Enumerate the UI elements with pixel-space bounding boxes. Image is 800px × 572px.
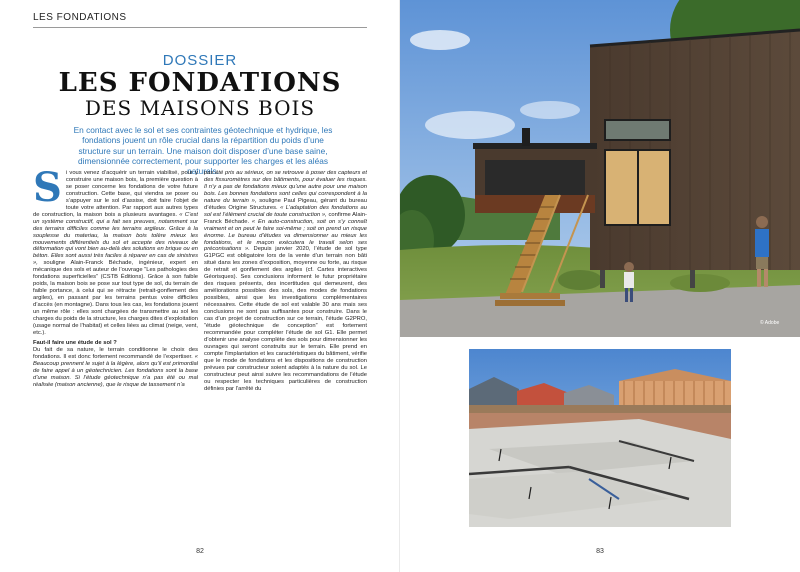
quote-run: « C’est un système constructif, qui a fait ses preuves, notamment sur des terrains difficiles comme les terrains argileux. Grâce à la souplesse du materiau, la maison bois tolère mieux les mouvements différentiels du sol et accepte des niveaux de déformation qui vont bien au-delà des solutions en brique ou en béton. Elles sont aussi très faciles à réparer en cas de sinistres », [33,211,198,267]
section-label: LES FONDATIONS [33,12,127,23]
quote-run: « L’adaptation des fondations au sol est l’élément crucial de toute construction », [204,204,367,218]
quote-run: pas été pris au sérieux, on se retrouve à poser des capteurs et des fissuromètres sur des bâtiments, pour évaluer les risques. Il n’y a pas de fondations mieux qu’une autre pour une maison bois. Les bonnes fondations sont celles qui correspondent à la nature du terrain », [204,170,367,204]
text-run: confirme Alain-Franck Béchade. [204,211,367,225]
title-line-1: LES FONDATIONS [58,68,342,98]
photo-concrete-foundation [469,349,731,527]
drop-cap: S [33,170,62,211]
wooden-house-illustration [400,0,800,337]
quote-run: « Beaucoup prennent le sujet à la légère, alors qu’il est primordial de faire appel à un géotechnicien. Les fondations sont la base d’une maison. Si l’étude géotechnique n’a pas été ou mal réalisée (maison ancienne), que le risque de tassement n’a [33,353,198,388]
right-page [400,0,800,572]
quote-run: « En auto-construction, soit on s’y connaît vraiment et on peut le faire soi-même ; soit on prend un risque énorme. Le bureau d’études va dimensionner au mieux les fondations, et le maçon exécutera le travail selon ses préconisations ». [204,218,367,253]
kicker: DOSSIER [162,52,238,69]
paragraph [33,347,198,389]
text-run: Depuis janvier 2020, l’étude de sol type G1PGC est obligatoire lors de la vente d’un terrain non bâti situé dans les zones d’exposition, moyenne ou forte, au risque de retrait et gonflement des argiles (cf. Cartes interactives Géorisques). Ses conclusions informent le futur propriétaire des risques présents, des incertitudes qui demeurent, des améliorations possibles des sols, des modes de fondations possibles, ainsi que les investigations complémentaires nécessaires. Cette étude de sol est valable 30 ans mais ses conclusions ne sont pas suffisantes pour construire. Dans le cas d’un projet de construction sur ce terrain, l’étude G2PRO, “étude géotechnique de conception” est fortement recommandée pour compléter l’étude de sol G1. Elle permet d’obtenir une analyse complète des sols pour dimensionner les ouvrages qui seront construits sur le terrain. Elle prend en compte l’implantation et les caractéristiques du bâtiment, vérifie que le mode de fondations et les dispositions de construction prévues par constructeur soient adaptés à la nature du sol. Le constructeur peut ainsi suivre les recommandations de l’étude ou respecter les techniques particulières de construction définies par l’arrêté du [204,246,367,392]
page-number-right: 83 [596,548,604,555]
photo-credit: © Adobe [760,320,780,326]
body-column-1 [33,170,198,528]
concrete-slab-illustration [469,349,731,527]
page-number-left: 82 [196,548,204,555]
title-line-2: DES MAISONS BOIS [84,96,316,120]
body-column-2 [204,170,367,528]
text-run: Du fait de sa nature, le terrain conditionne le choix des fondations. Il est donc fortement recommandé de l’expertiser. [33,346,198,360]
text-run: i vous venez d’acquérir un terrain viabilisé, pour y construire une maison bois, la première question à se poser concerne les fondations de votre future construction. Cette base, qui viendra se poser ou s’appuyer sur le sol d’assise, doit faire l’objet de toute votre attention. Par rapport aux autres types de construction, la maison bois a plusieurs avantages. [33,170,198,218]
paragraph [204,170,367,393]
subheading: Faut-il faire une étude de sol ? [33,339,117,346]
photo-wooden-house [400,0,800,337]
header-rule [33,27,367,28]
text-run: souligne Alain-Franck Béchade, ingénieur, expert en mécanique des sols et auteur de l’ouvrage “Les pathologies des fondations superficielles” (CSTB Éditions). Grâce à son faible poids, la maison bois se pose sur tout type de sol, du terrain de faible portance, à celui qui se rétracte (retrait-gonflement des argiles), en passant par les terrains pentus voire difficiles d’accès (en montagne). Dans tous les cas, les fondations jouent un même rôle : elles sont chargées de transmettre au sol les charges du poids de la structure, les charges dites d’exploitation (usage normal de l’habitat) et celles liées au climat (neige, vent, etc.). [33,260,198,336]
lede-paragraph: En contact avec le sol et ses contraintes géotechnique et hydrique, les fondations jouent un rôle crucial dans la répartition du poids d’une structure sur un terrain. Une maison doit disposer d’une base saine, dimensionnée correctement, pour supporter les charges et les aléas naturels. [73,125,333,177]
text-run: souligne Paul Pigeau, gérant du bureau d’études Origine Structures. [204,197,367,211]
paragraph [33,170,198,337]
